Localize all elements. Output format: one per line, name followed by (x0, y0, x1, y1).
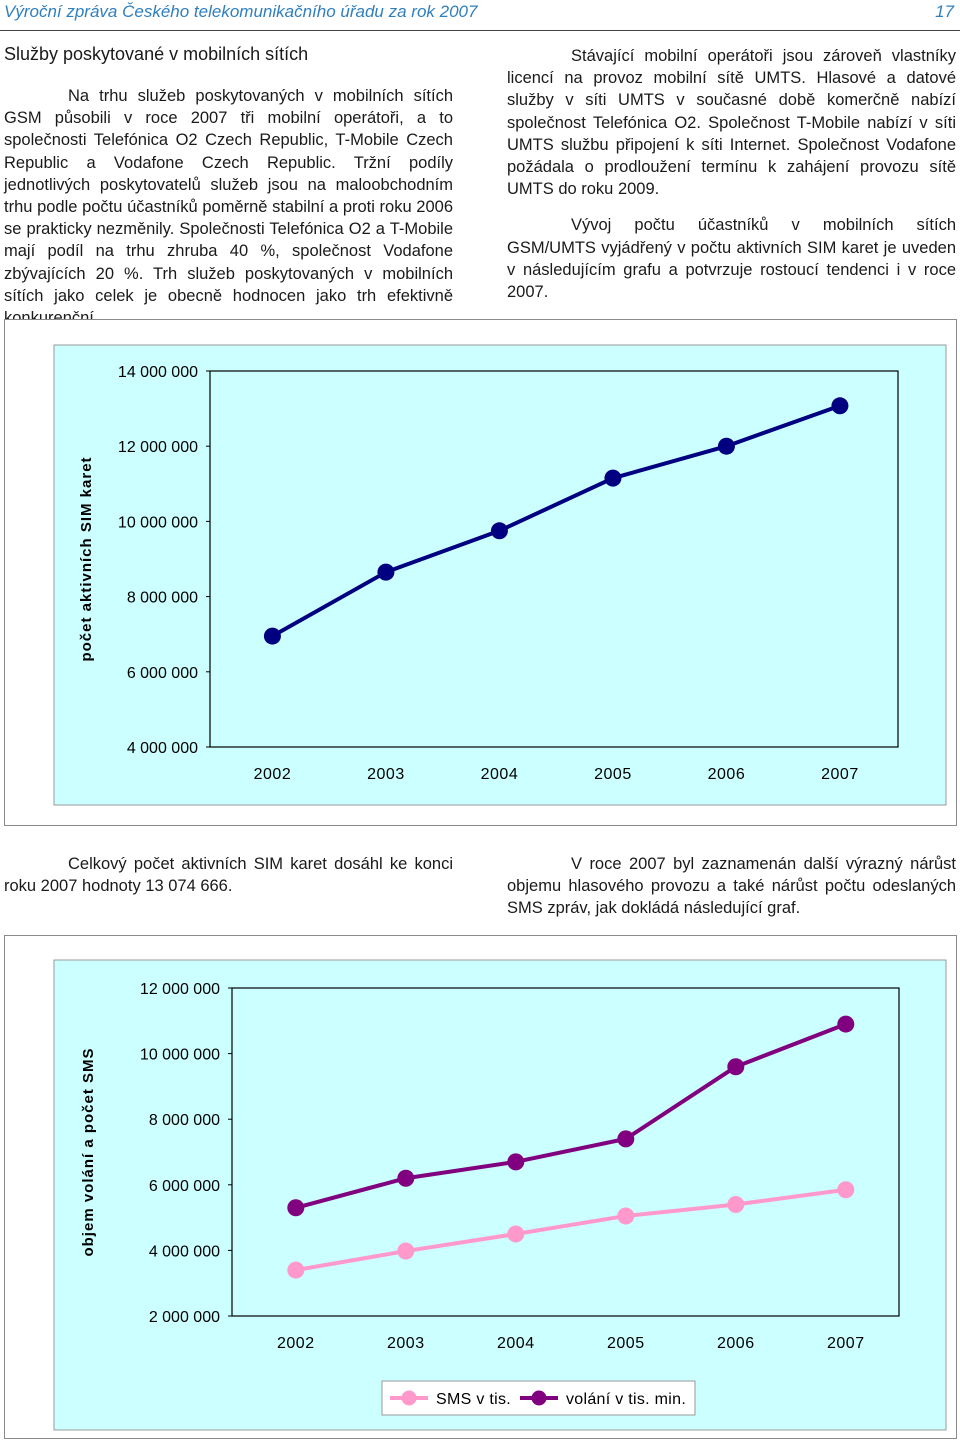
header-divider (0, 30, 960, 31)
x-tick-label: 2003 (387, 1335, 425, 1352)
y-tick-label: 12 000 000 (139, 981, 220, 998)
x-tick-label: 2006 (707, 766, 746, 783)
data-point (264, 628, 281, 645)
mid-right-text (507, 853, 956, 920)
data-point (377, 564, 394, 581)
x-tick-label: 2004 (480, 766, 519, 783)
y-axis-label: počet aktivních SIM karet (78, 456, 95, 662)
data-point (617, 1130, 634, 1147)
y-tick-label: 10 000 000 (117, 514, 198, 532)
data-point (507, 1226, 524, 1243)
traffic-chart (5, 936, 956, 1438)
data-point (837, 1016, 854, 1033)
y-tick-label: 6 000 000 (126, 664, 198, 682)
x-tick-label: 2003 (367, 766, 405, 783)
mid-left-text (4, 853, 453, 897)
data-point (604, 470, 621, 487)
left-column (4, 85, 453, 329)
x-tick-label: 2004 (497, 1335, 535, 1352)
x-tick-label: 2007 (827, 1335, 865, 1352)
data-point (727, 1196, 744, 1213)
chart-frame-traffic (4, 935, 957, 1439)
report-header-title: Výroční zpráva Českého telekomunikačního úřadu za rok 2007 (4, 2, 478, 21)
legend-marker (402, 1391, 417, 1406)
y-tick-label: 6 000 000 (148, 1177, 220, 1195)
data-point (727, 1058, 744, 1075)
x-tick-label: 2002 (277, 1335, 315, 1352)
y-tick-label: 4 000 000 (126, 740, 198, 757)
paragraph-market: Na trhu služeb poskytovaných v mobilních sítích GSM působili v roce 2007 tři mobilní operátoři, a to společnosti Telefónica O2 Czech Republic, T-Mobile Czech Republic a Vodafone Czech Republic. Tržní podíly jednotlivých poskytovatelů služeb jsou na maloobchodním trhu podle počtu účastníků poměrně stabilní a proti roku 2006 se prakticky nezměnily. Společnosti Telefónica O2 a T-Mobile mají podíl na trhu zhruba 40 %, společnost Vodafone zbývajících 20 %. Trh služeb poskytovaných v mobilních sítích jako celek je obecně hodnocen jako trh efektivně (4, 87, 453, 305)
data-point (287, 1199, 304, 1216)
legend-label: volání v tis. min. (566, 1391, 687, 1408)
chart-frame-sim (4, 319, 957, 826)
page-number: 17 (935, 2, 954, 21)
legend-marker (532, 1391, 547, 1406)
y-tick-label: 10 000 000 (139, 1046, 220, 1064)
data-point (397, 1170, 414, 1187)
sim-cards-chart (5, 320, 956, 825)
y-tick-label: 8 000 000 (126, 589, 198, 607)
x-tick-label: 2007 (821, 766, 859, 783)
y-tick-label: 8 000 000 (148, 1112, 220, 1130)
legend-label: SMS v tis. (436, 1391, 512, 1408)
y-tick-label: 14 000 000 (117, 364, 198, 381)
section-title: Služby poskytované v mobilních sítích (4, 44, 309, 64)
y-tick-label: 4 000 000 (148, 1243, 220, 1261)
paragraph-umts: Stávající mobilní operátoři jsou zároveň vlastníky licencí na provoz mobilní sítě UMTS. Hlasové a datové služby v síti UMTS v současné době komerčně nabízí společnost Telefónica O2. Společnost T-Mobile nabízí v síti UMTS službu připojení k síti Internet. Společnost Vodafone požádala o prodloužení termínu k zahájení provozu sítě UMTS do roku 2009. (507, 47, 956, 199)
y-axis-label: objem volání a počet SMS (80, 1047, 97, 1257)
data-point (287, 1262, 304, 1279)
x-tick-label: 2006 (717, 1335, 755, 1352)
paragraph-sim-total: Celkový počet aktivních SIM karet dosáhl ke konci roku 2007 hodnoty 13 074 666. (4, 855, 453, 896)
data-point (718, 438, 735, 455)
data-point (837, 1181, 854, 1198)
data-point (831, 397, 848, 414)
paragraph-subscribers: Vývoj počtu účastníků v mobilních sítích GSM/UMTS vyjádřený v počtu aktivních SIM karet je uveden v následujícím grafu a potvrzuje rostoucí tendenci i v roce 2007. (507, 216, 956, 302)
chart-1-plot-area (210, 371, 898, 747)
data-point (397, 1243, 414, 1260)
x-tick-label: 2002 (253, 766, 292, 783)
x-tick-label: 2005 (607, 1335, 645, 1352)
y-tick-label: 12 000 000 (117, 439, 198, 457)
data-point (617, 1207, 634, 1224)
y-tick-label: 2 000 000 (148, 1309, 220, 1326)
data-point (491, 522, 508, 539)
data-point (507, 1153, 524, 1170)
right-column (507, 45, 956, 303)
paragraph-traffic: V roce 2007 byl zaznamenán další výrazný nárůst objemu hlasového provozu a také nárůst počtu odeslaných SMS zpráv, jak dokládá následující graf. (507, 855, 956, 918)
x-tick-label: 2005 (594, 766, 632, 783)
